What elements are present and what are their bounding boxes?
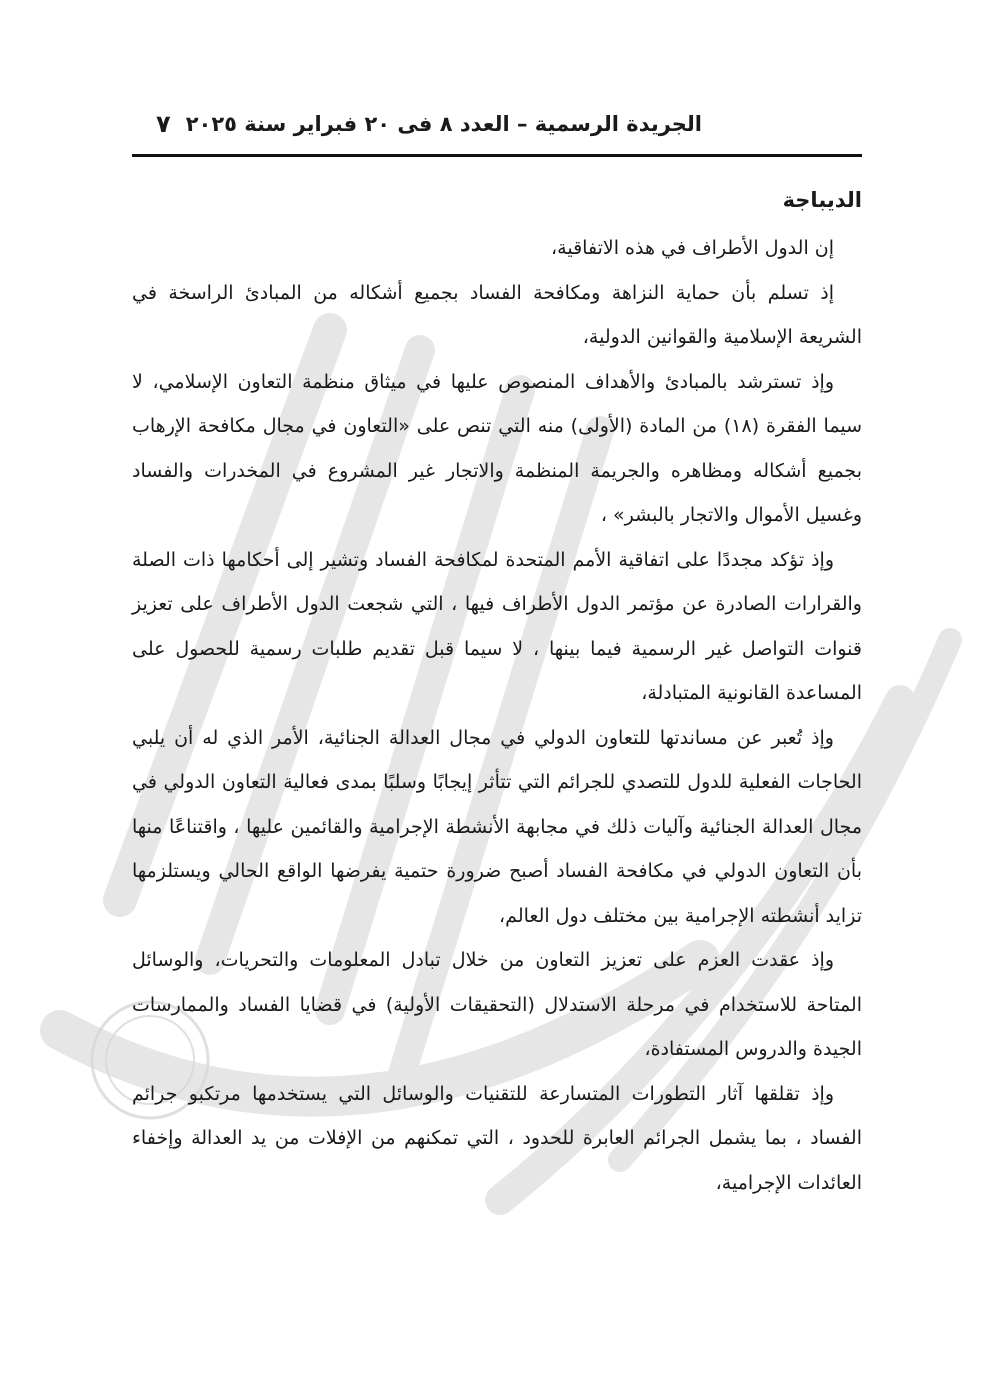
paragraph-6: وإذ عقدت العزم على تعزيز التعاون من خلال تبادل المعلومات والتحريات، والوسائل المتاحة للاستخدام في مرحلة الاستدلال (التحقيقات الأولية) في قضايا الفساد والممارسات الجيدة والدروس المستفادة،: [132, 949, 862, 1060]
page-number: ٧: [156, 110, 171, 138]
header-rule: [132, 154, 862, 157]
paragraph-3: وإذ تسترشد بالمبادئ والأهداف المنصوص عليها في ميثاق منظمة التعاون الإسلامي، لا سيما الفقرة (١٨) من المادة (الأولى) منه التي تنص على «التعاون في مجال مكافحة الإرهاب بجميع أشكاله ومظاهره والجريمة المنظمة والاتجار غير المشروع في المخدرات والفساد وغسيل الأموال والاتجار بالبشر» ،: [132, 370, 862, 526]
page-header: [132, 112, 862, 156]
paragraph-7: وإذ تقلقها آثار التطورات المتسارعة للتقنيات والوسائل التي يستخدمها مرتكبو جرائم الفساد ، بما يشمل الجرائم العابرة للحدود ، التي تمكنهم من الإفلات من يد العدالة وإخفاء العائدات الإجرامية،: [132, 1082, 862, 1194]
paragraph-4: وإذ تؤكد مجددًا على اتفاقية الأمم المتحدة لمكافحة الفساد وتشير إلى أحكامها ذات الصلة والقرارات الصادرة عن مؤتمر الدول الأطراف فيها ، التي شجعت الدول الأطراف على تعزيز قنوات التواصل غير الرسمية فيما بينها ، لا سيما قبل تقديم طلبات رسمية للحصول على المساعدة القانونية المتبادلة،: [132, 548, 862, 704]
paragraph-5: وإذ تُعبر عن مساندتها للتعاون الدولي في مجال العدالة الجنائية، الأمر الذي له أن يلبي الحاجات الفعلية للدول للتصدي للجرائم التي تتأثر إيجابًا وسلبًا بمدى فعالية التعاون الدولي في مجال العدالة الجنائية وآليات ذلك في مجابهة الأنشطة الإجرامية والقائمين عليها ، واقتناعًا منها بأن التعاون الدولي في مكافحة الفساد أصبح ضرورة حتمية يفرضها الواقع الحالي ويستلزمها تزايد أنشطته الإجرامية بين مختلف دول العالم،: [132, 726, 862, 927]
paragraph-1: إن الدول الأطراف في هذه الاتفاقية،: [551, 237, 834, 259]
section-title: الديباجة: [782, 188, 862, 212]
document-body: [132, 178, 862, 1205]
gazette-header-title: الجريدة الرسمية – العدد ٨ فى ٢٠ فبراير سنة ٢٠٢٥: [185, 112, 702, 136]
paragraph-2: إذ تسلم بأن حماية النزاهة ومكافحة الفساد بجميع أشكاله من المبادئ الراسخة في الشريعة الإسلامية والقوانين الدولية،: [132, 281, 862, 348]
